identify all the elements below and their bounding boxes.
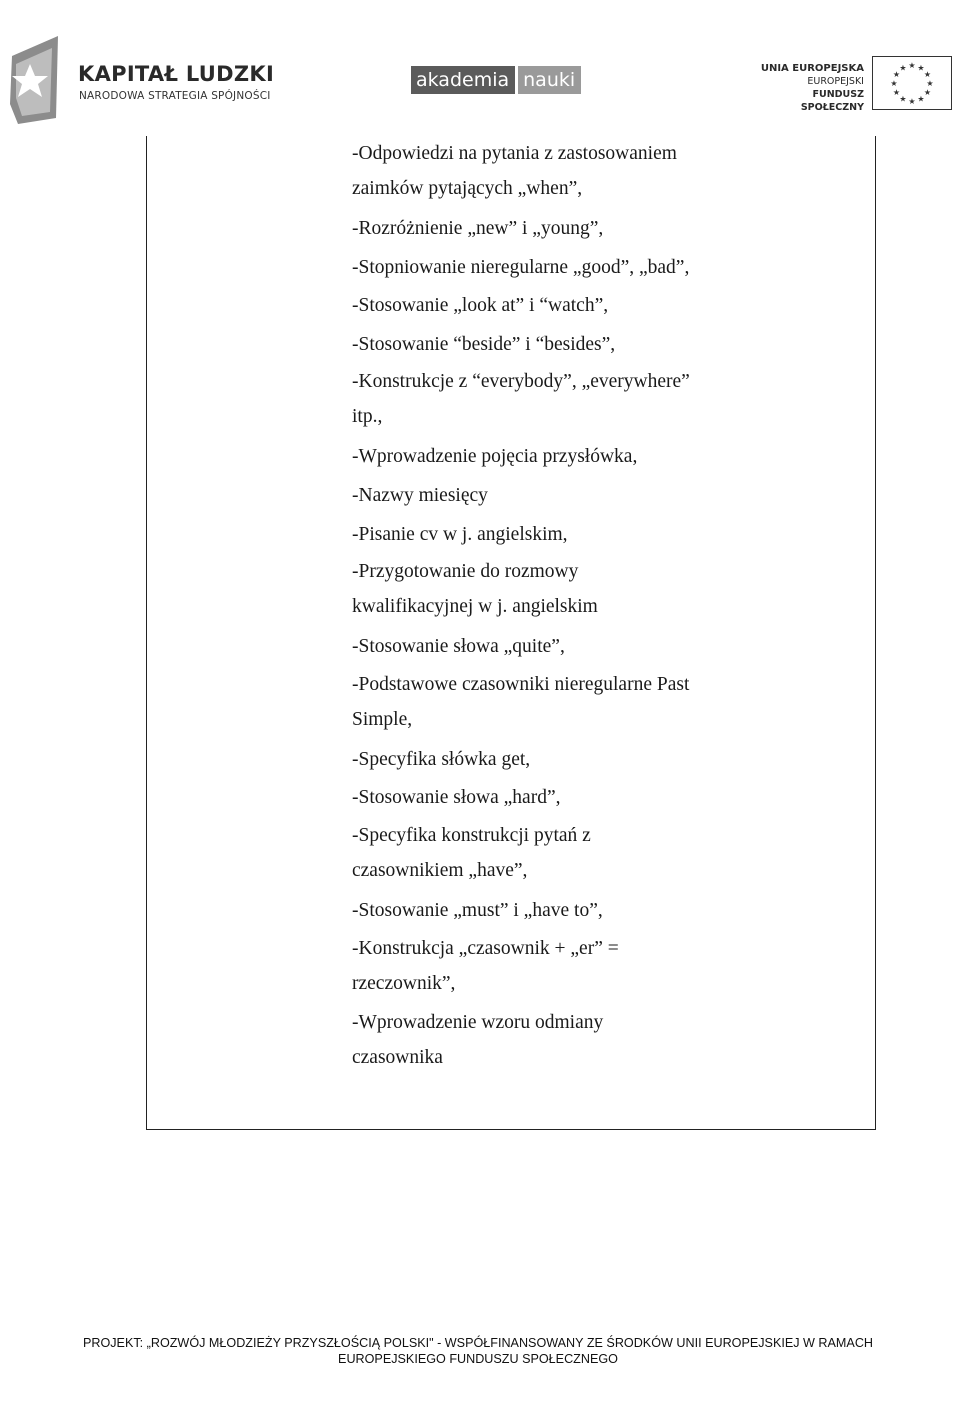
topic-line: itp., — [352, 406, 383, 428]
svg-text:★: ★ — [917, 63, 925, 73]
topic-line: -Stosowanie “beside” i “besides”, — [352, 333, 616, 355]
svg-text:★: ★ — [899, 94, 907, 104]
topic-line: -Stopniowanie nieregularne „good”, „bad”, — [352, 256, 690, 278]
topic-line: rzeczownik”, — [352, 972, 456, 994]
topic-line: Simple, — [352, 708, 413, 730]
topic-list — [352, 136, 722, 1079]
kapital-ludzki-title: KAPITAŁ LUDZKI — [78, 62, 275, 86]
kapital-ludzki-logo — [8, 34, 275, 124]
topic-line: -Pisanie cv w j. angielskim, — [352, 523, 568, 545]
svg-text:★: ★ — [926, 79, 934, 88]
nauki-word: nauki — [518, 66, 581, 94]
topic-line: -Stosowanie „must” i „have to”, — [352, 899, 603, 921]
topic-line: zaimków pytających „when”, — [352, 178, 583, 199]
topic-line: -Przygotowanie do rozmowy — [352, 561, 579, 583]
page-footer — [40, 1335, 916, 1367]
svg-text:★: ★ — [923, 70, 932, 79]
akademia-word: akademia — [411, 66, 515, 94]
svg-text:★: ★ — [908, 97, 916, 106]
svg-text:★: ★ — [923, 88, 932, 97]
topic-line: -Stosowanie „look at” i “watch”, — [352, 295, 609, 317]
topic-line: czasownika — [352, 1046, 443, 1068]
svg-text:★: ★ — [892, 70, 901, 79]
eu-stars-flag-icon — [872, 56, 952, 110]
svg-text:★: ★ — [908, 61, 916, 70]
topic-line: -Stosowanie słowa „quite”, — [352, 636, 565, 658]
svg-text:★: ★ — [890, 79, 898, 88]
topic-line: -Stosowanie słowa „hard”, — [352, 787, 561, 809]
eu-line-3: FUNDUSZ SPOŁECZNY — [800, 89, 864, 113]
topic-line: -Konstrukcje z “everybody”, „everywhere” — [352, 371, 690, 393]
kapital-ludzki-subtitle: NARODOWA STRATEGIA SPÓJNOŚCI — [79, 90, 271, 102]
svg-text:★: ★ — [899, 63, 907, 73]
eu-line-1: UNIA EUROPEJSKA — [760, 63, 864, 74]
topic-line: -Odpowiedzi na pytania z zastosowaniem — [352, 143, 677, 164]
svg-text:★: ★ — [892, 88, 901, 97]
topic-line: -Podstawowe czasowniki nieregularne Past — [352, 673, 690, 695]
topic-line: -Wprowadzenie wzoru odmiany — [352, 1011, 604, 1033]
footer-line-2: EUROPEJSKIEGO FUNDUSZU SPOŁECZNEGO — [338, 1352, 618, 1366]
footer-line-1: PROJEKT: „ROZWÓJ MŁODZIEŻY PRZYSZŁOŚCIĄ POLSKI" - WSPÓŁFINANSOWANY ZE ŚRODKÓW UNII EUROPEJSKIEJ W RAMACH — [82, 1336, 874, 1350]
eu-fund-text — [752, 62, 864, 114]
svg-text:★: ★ — [917, 94, 925, 104]
eu-fund-logo — [752, 56, 952, 112]
topic-line: -Wprowadzenie pojęcia przysłówka, — [352, 446, 638, 468]
topic-line: czasownikiem „have”, — [352, 859, 528, 881]
topic-line: -Specyfika konstrukcji pytań z — [352, 824, 591, 846]
akademia-nauki-logo — [411, 66, 581, 94]
eu-line-2: EUROPEJSKI — [807, 76, 864, 87]
topic-line: -Specyfika słówka get, — [352, 748, 531, 770]
topic-line: -Nazwy miesięcy — [352, 484, 488, 506]
kapital-ludzki-star-icon — [8, 34, 68, 124]
topic-line: -Konstrukcja „czasownik + „er” = — [352, 937, 619, 959]
topic-line: kwalifikacyjnej w j. angielskim — [352, 596, 598, 618]
topic-line: -Rozróżnienie „new” i „young”, — [352, 218, 604, 239]
